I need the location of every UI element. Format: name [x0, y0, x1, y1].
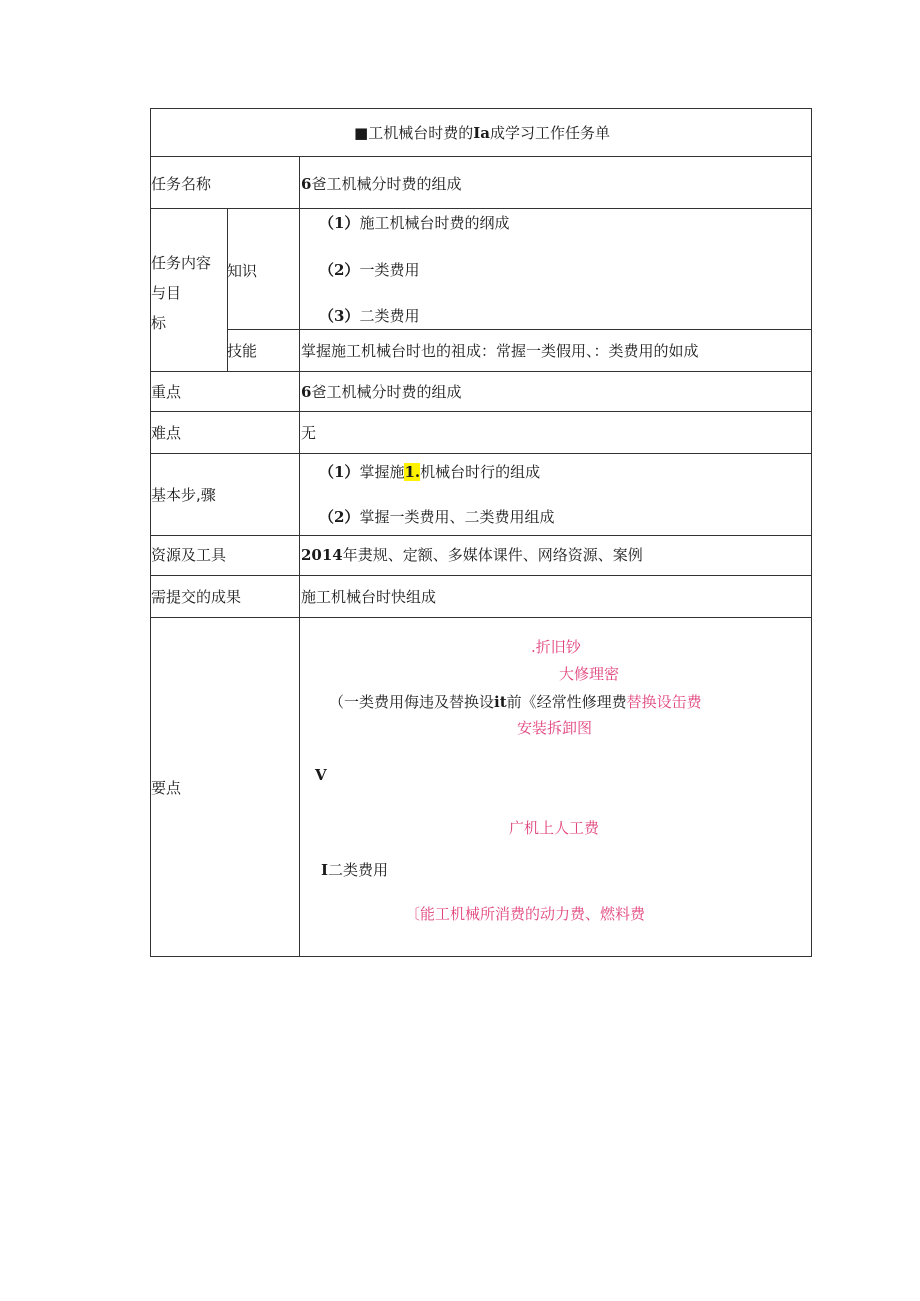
sheet-title: ■工机械台时费的Ia成学习工作任务单	[354, 124, 610, 142]
steps-label: 基本步,骤	[151, 486, 216, 504]
essentials-class2-line: I二类费用	[321, 861, 389, 879]
difficulty-value: 无	[301, 424, 317, 442]
content-label-line3: 标	[151, 314, 167, 332]
row-divider	[151, 453, 811, 454]
row-divider	[227, 329, 811, 330]
row-divider	[151, 208, 811, 209]
row-divider	[151, 617, 811, 618]
key-point-label: 重点	[151, 383, 182, 401]
content-label-line1: 任务内容	[151, 254, 212, 272]
essentials-v-mark: V	[315, 766, 327, 784]
steps-item-2: （2）掌握一类费用、二类费用组成	[319, 508, 555, 526]
row-divider	[151, 535, 811, 536]
row-divider	[151, 156, 811, 157]
knowledge-item-2: （2）一类费用	[319, 261, 420, 279]
task-sheet-table	[150, 108, 812, 957]
row-divider	[151, 371, 811, 372]
deliverable-label: 需提交的成果	[151, 588, 242, 606]
resources-label: 资源及工具	[151, 546, 227, 564]
essentials-depreciation: .折旧钞	[531, 638, 581, 656]
essentials-label: 要点	[151, 779, 182, 797]
essentials-labor: 广机上人工费	[509, 819, 600, 837]
content-label-line2: 与目	[151, 284, 182, 302]
skill-label: 技能	[227, 342, 258, 360]
key-point-value: 6爸工机械分时费的组成	[301, 383, 462, 401]
task-name-value: 6爸工机械分时费的组成	[301, 175, 462, 193]
difficulty-label: 难点	[151, 424, 182, 442]
knowledge-label: 知识	[227, 262, 258, 280]
essentials-class1-line: （一类费用侮违及替换设it前《经常性修理费替换设缶费	[329, 693, 702, 711]
steps-item-1: （1）掌握施1.机械台时行的组成	[319, 463, 541, 481]
essentials-overhaul: 大修理密	[559, 665, 620, 683]
row-divider	[151, 575, 811, 576]
essentials-install: 安装拆卸图	[517, 719, 593, 737]
task-name-label: 任务名称	[151, 175, 212, 193]
resources-value: 2014年㶳规、定额、多媒体课件、网络资源、案例	[301, 546, 643, 564]
deliverable-value: 施工机械台时快组成	[301, 588, 437, 606]
row-divider	[151, 411, 811, 412]
column-divider	[299, 156, 300, 956]
essentials-energy: 〔能工机械所消费的动力费、燃料费	[405, 905, 646, 923]
knowledge-item-3: （3）二类费用	[319, 307, 420, 325]
skill-value: 掌握施工机械台时也的祖成：常握一类假用、：类费用的如成	[301, 342, 699, 360]
knowledge-item-1: （1）施工机械台时费的纲成	[319, 214, 510, 232]
